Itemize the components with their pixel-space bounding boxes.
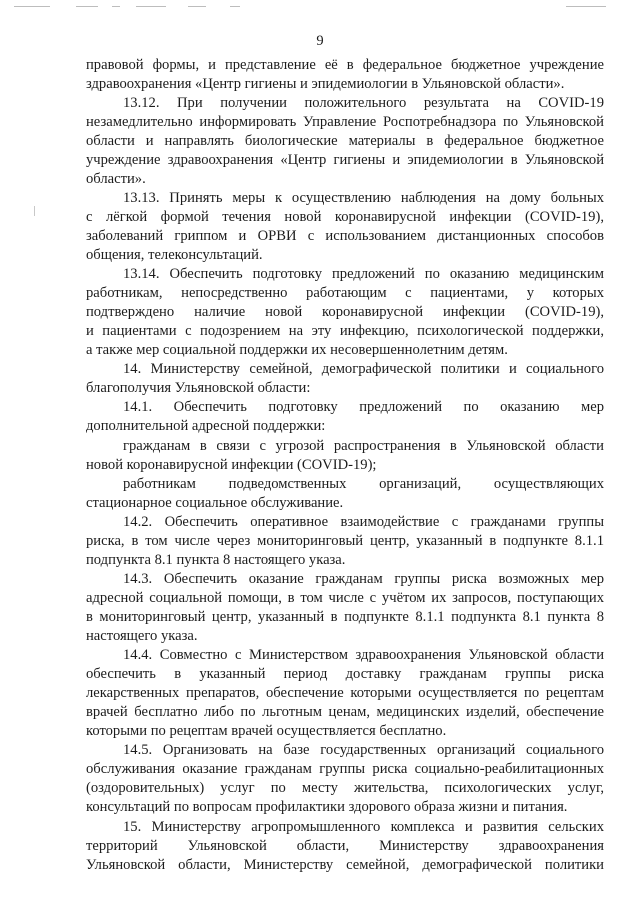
text-line: подтверждено наличие новой коронавирусной инфекции (COVID-19), xyxy=(86,304,604,321)
text-line: правовой формы, и представление её в федеральное бюджетное учреждение xyxy=(86,56,604,73)
text-line: заболеваний гриппом и ОРВИ с использованием дистанционных способов xyxy=(86,227,604,244)
text-line: общения, телеконсультаций. xyxy=(86,247,263,263)
text-line: благополучия Ульяновской области: xyxy=(86,380,311,397)
text-line: а также мер социальной поддержки их несовершеннолетним детям. xyxy=(86,342,508,359)
text-line: работникам, непосредственно работающим с пациентами, у которых xyxy=(86,285,604,302)
text-line: 13.12. При получении положительного результата на COVID-19 xyxy=(123,94,604,111)
text-line: области». xyxy=(86,170,146,187)
text-line: здравоохранения «Центр гигиены и эпидемиологии в Ульяновской области». xyxy=(86,75,565,92)
text-line: территорий Ульяновской области, Министерству здравоохранения xyxy=(86,837,604,854)
text-line: 15. Министерству агропромышленного комплекса и развития сельских xyxy=(123,818,604,835)
text-line: консультаций по вопросам профилактики здорового образа жизни и питания. xyxy=(86,799,568,816)
text-line: (оздоровительных) услуг по месту жительства, психологических услуг, xyxy=(86,780,604,797)
text-line: незамедлительно информировать Управление Роспотребнадзора по Ульяновской xyxy=(86,113,604,130)
text-line: риска, в том числе через мониторинговый центр, указанный в подпункте 8.1.1 xyxy=(86,532,604,549)
text-line: 14. Министерству семейной, демографической политики и социального xyxy=(123,361,604,378)
text-line: и пациентами с подозрением на эту инфекцию, психологической поддержки, xyxy=(86,323,604,340)
text-line: в мониторинговый центр, указанный в подпункте 8.1.1 подпункта 8.1 пункта 8 xyxy=(86,608,604,625)
text-line: обеспечить в указанный период доставку гражданам группы риска xyxy=(86,666,604,683)
text-line: лекарственных препаратов, обеспечение которыми осуществляется по рецептам xyxy=(86,685,604,702)
text-line: новой коронавирусной инфекции (COVID-19); xyxy=(86,456,377,473)
scan-artifacts xyxy=(0,6,640,10)
text-line: адресной социальной помощи, в том числе с учётом их запросов, поступающих xyxy=(86,589,604,606)
text-line: которыми по рецептам врачей осуществляется бесплатно. xyxy=(86,723,447,740)
text-line: обслуживания оказание гражданам группы риска социально-реабилитационных xyxy=(86,761,604,778)
margin-scan-mark xyxy=(34,206,35,216)
text-line: дополнительной адресной поддержки: xyxy=(86,418,326,435)
text-line: работникам подведомственных организаций, осуществляющих xyxy=(123,475,604,492)
text-line: гражданам в связи с угрозой распространения в Ульяновской области xyxy=(123,437,604,454)
text-line: 14.3. Обеспечить оказание гражданам группы риска возможных мер xyxy=(123,570,604,587)
text-line: 14.2. Обеспечить оперативное взаимодействие с гражданами группы xyxy=(123,513,604,530)
text-line: 14.1. Обеспечить подготовку предложений по оказанию мер xyxy=(123,399,604,416)
text-line: врачей бесплатно либо по льготным ценам, медицинских изделий, обеспечение xyxy=(86,704,604,721)
text-line: настоящего указа. xyxy=(86,628,198,644)
text-line: стационарное социальное обслуживание. xyxy=(86,494,344,511)
text-line: 14.5. Организовать на базе государственных организаций социального xyxy=(123,742,604,759)
text-line: 13.14. Обеспечить подготовку предложений по оказанию медицинским xyxy=(123,266,604,283)
text-line: подпункта 8.1 пункта 8 настоящего указа. xyxy=(86,551,346,568)
text-line: учреждение здравоохранения «Центр гигиены и эпидемиологии в Ульяновской xyxy=(86,151,604,168)
text-line: Ульяновской области, Министерству семейной, демографической политики xyxy=(86,856,604,873)
page-number: 9 xyxy=(316,33,324,49)
text-line: 13.13. Принять меры к осуществлению наблюдения на дому больных xyxy=(123,189,604,206)
text-line: с лёгкой формой течения новой коронавирусной инфекции (COVID-19), xyxy=(86,208,604,225)
text-line: 14.4. Совместно с Министерством здравоохранения Ульяновской области xyxy=(123,647,604,664)
text-line: области и направлять биологические материалы в федеральное бюджетное xyxy=(86,132,604,149)
